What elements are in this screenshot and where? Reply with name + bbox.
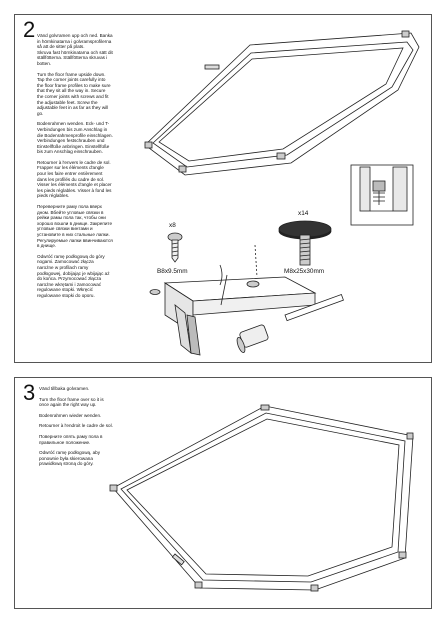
instruction-swedish: Vänd golvramen upp och ned. Banka in hörnkinatarna i golvramsprofilerna så att de sitter på plats. Skruva fast hörnkinatarna och sätt dit ställfötterna. Ställfötterna skruvas i botten. — [37, 33, 113, 66]
step-2-panel — [14, 14, 432, 363]
step-3-panel — [14, 377, 432, 609]
step-number: 2 — [23, 17, 36, 42]
instruction-english: Turn the floor frame upside down. Tap the corner joints carefully into the floor frame profiles to make sure that they sit all the way in. Secure the corner joints with screws and fit the adjustable feet. Screw the adjustable feet in as far as they will go. — [37, 71, 111, 116]
floor-frame-upright-illustration — [15, 378, 433, 610]
foot-label: M8x25x30mm — [284, 268, 325, 275]
instruction-polish: Odwróć ramę podłogową, aby ponownie była skierowana prawidłową stroną do góry. — [39, 450, 101, 467]
screw-label: B8x9.5mm — [157, 268, 188, 275]
instruction-english: Turn the floor frame over so it is once again the right way up. — [39, 396, 104, 408]
screw-quantity: x8 — [169, 222, 176, 229]
step-number: 3 — [23, 380, 36, 405]
instruction-french: Retourner à l'envers le cadre de sol. Frapper sur les éléments d'angle pour les faire entrer entièrement dans les profilés du cadre de sol. Visser les éléments d'angle et placer les pieds réglables. Visser à fond les pieds réglables. — [37, 159, 112, 199]
instruction-russian: Поверните опять раму пола в правильное положение. — [39, 433, 103, 445]
instruction-swedish: Vänd tillbaka golvramen. — [39, 386, 90, 391]
foot-quantity: x14 — [298, 210, 309, 217]
instruction-french: Retourner à l'endroit le cadre de sol. — [39, 423, 113, 429]
instruction-german: Bodenrahmen wieder wenden. — [39, 412, 102, 418]
instruction-german: Bodenrahmen wenden. Eck- und T- Verbindungen bis zum Anschlag in die Bodenrahmenprofile einschlagen. Verbindungen festschrauben und Einstellfüße anbringen. Einstellfüße bis zum Anschlag einschrauben. — [37, 121, 113, 155]
instruction-russian: Переверните раму пола вверх дном. Вбейте угловые связки в рейки рамы пола так, чтобы они хорошо вошли в днище. Закрепите угловые связки винтами и установите в них стальные лапки. Регулируемые лапки ввинчиваются в днище. — [37, 204, 113, 249]
instruction-polish: Odwróć ramę podłogową do góry nogami. Zamocować złącza narożne w profilach ramy podłogowej, dobijając je wbijając aż do końca. Przymocować złącza narożne wkrętami i zamocować regulowane stopki. Wkręcić regulowane stopki do oporu. — [37, 253, 110, 298]
corner-joint-assembly-illustration — [15, 15, 433, 364]
